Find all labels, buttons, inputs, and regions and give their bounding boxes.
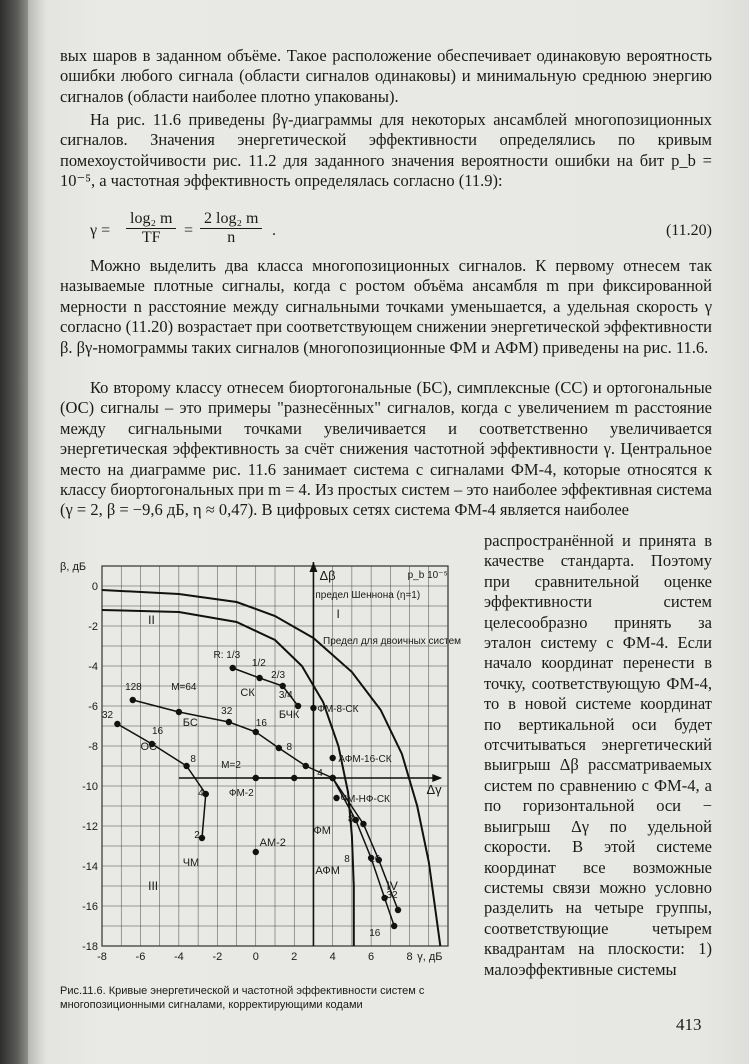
y-tick-label: -16	[82, 901, 98, 913]
annotation-n4b: 4	[317, 768, 323, 779]
fraction-1-numerator: log₂ m	[126, 210, 176, 229]
data-point	[276, 745, 282, 751]
annotation-binary_limit: Предел для двоичных систем	[323, 636, 462, 647]
y-tick-label: -4	[88, 661, 98, 673]
y-tick-label: -10	[82, 781, 98, 793]
annotation-r34: 3/4	[278, 690, 293, 701]
chart-labels	[60, 561, 461, 963]
y-tick-label: -6	[88, 701, 98, 713]
data-point	[253, 775, 259, 781]
annotation-shannon: предел Шеннона (η=1)	[315, 590, 421, 601]
x-tick-label: -2	[212, 951, 223, 963]
data-point	[130, 697, 136, 703]
annotation-r12: 1/2	[251, 658, 266, 669]
data-point	[310, 705, 316, 711]
annotation-ChM: ЧМ	[182, 857, 200, 869]
data-point	[391, 923, 397, 929]
region-label-IV: IV	[386, 879, 398, 893]
data-point	[329, 755, 335, 761]
delta-gamma-label: Δγ	[426, 782, 442, 797]
x-tick-label: 8	[406, 951, 413, 963]
figure-caption: Рис.11.6. Кривые энергетической и частотной эффективности систем с многопозиционными сигналами, корректирующими кодами	[60, 985, 425, 1011]
annotation-ChMNFSK: ЧМ-НФ-СК	[340, 794, 390, 805]
annotation-n16d: 16	[369, 928, 381, 939]
delta-beta-label: Δβ	[319, 568, 336, 583]
region-label-III: III	[148, 879, 159, 893]
annotation-n2a: 2	[194, 830, 200, 841]
x-tick-label: -4	[173, 951, 184, 963]
annotation-OS: ОС	[140, 741, 157, 753]
paragraph-3-text: Можно выделить два класса многопозиционных сигналов. К первому отнесем так называемые плотные сигналы, когда с ростом объёма ансамбля m при фиксированной мерности n расстояние между сигнальными точками уменьшается, а удельная скорость γ согласно (11.20) возрастает при соответствующем снижении энергетической эффективности β. βγ-номограммы таких сигналов (многопозиционные ФМ и АФМ) приведены на рис. 11.6.	[60, 256, 712, 357]
annotation-M64: M=64	[171, 682, 197, 693]
y-tick-label: -12	[82, 821, 98, 833]
annotation-n4a: 4	[198, 788, 204, 799]
paragraph-4-text: Ко второму классу отнесем биортогональные (БС), симплексные (СС) и ортогональные (ОС) сигналы – это примеры "разнесённых" сигналов, когда с увеличением m расстояние между сигнальными точками увеличивается и соответственно увеличивается энергетическая эффективность за счёт снижения частотной эффективности γ. Центральное место на диаграмме рис. 11.6 занимает система с сигналами ФМ-4, которые относятся к классу биортогональных при m = 4. Из простых систем – это наиболее эффективная система (γ = 2, β = −9,6 дБ, η ≈ 0,47). В цифровых сетях система ФМ-4 является наиболее	[60, 378, 712, 520]
data-point	[230, 665, 236, 671]
beta-gamma-diagram	[56, 552, 478, 982]
data-point	[256, 675, 262, 681]
annotation-AFM16SK: АФМ-16-СК	[338, 754, 392, 765]
annotation-AFM: АФМ	[315, 865, 340, 877]
region-label-I: I	[336, 607, 340, 621]
annotation-n128: 128	[125, 682, 142, 693]
data-point	[176, 709, 182, 715]
formula-fraction-2	[200, 210, 262, 247]
delta-gamma-arrow	[432, 774, 442, 782]
y-tick-label: -2	[88, 621, 98, 633]
annotation-n8d: 8	[344, 854, 350, 865]
region-label-II: II	[148, 613, 155, 627]
annotation-n16c: 16	[369, 854, 381, 865]
x-tick-label: 2	[291, 951, 298, 963]
annotation-n16a: 16	[151, 726, 164, 737]
annotation-r23: 2/3	[271, 670, 286, 681]
formula-11-20	[60, 206, 712, 250]
annotation-M2: M=2	[221, 760, 241, 771]
formula-lhs: γ =	[90, 222, 111, 239]
y-tick-label: -18	[82, 941, 98, 953]
formula-fraction-1	[126, 210, 176, 247]
annotation-n32c: 32	[386, 890, 398, 901]
fraction-2-denominator: n	[227, 229, 236, 246]
series-line-0	[117, 724, 205, 838]
annotation-n16b: 16	[255, 718, 267, 729]
equation-number: (11.20)	[665, 222, 712, 239]
x-tick-label: -8	[97, 951, 107, 963]
paragraph-1	[60, 46, 712, 107]
y-tick-label: -14	[82, 861, 98, 873]
x-tick-label: 4	[329, 951, 336, 963]
fraction-1-denominator: TF	[141, 229, 161, 246]
paragraph-1-text: вых шаров в заданном объёме. Такое расположение обеспечивает одинаковую вероятность ошибки любого сигнала (области сигналов одинаковы) и минимальную среднюю энергию сигналов (области наиболее плотно упакованы).	[60, 46, 712, 106]
data-point	[291, 775, 297, 781]
x-tick-label: 6	[368, 951, 375, 963]
annotation-SK: СК	[240, 687, 255, 699]
annotation-n8b: 8	[286, 742, 293, 753]
data-point	[329, 775, 335, 781]
paragraph-2	[60, 110, 712, 192]
data-point	[226, 719, 232, 725]
page-number: 413	[676, 1015, 702, 1034]
annotation-n8c: 8	[348, 814, 354, 825]
right-column-text	[484, 531, 712, 980]
annotation-n8a: 8	[190, 754, 196, 765]
data-point	[114, 721, 120, 727]
annotation-AM2: АМ-2	[259, 837, 286, 849]
formula-period: .	[272, 222, 276, 239]
data-point	[360, 821, 366, 827]
binding-shadow	[0, 0, 28, 1064]
formula-equals: =	[184, 222, 194, 239]
right-column-paragraph: распространённой и принята в качестве стандарта. Поэтому при сравнительной оценке эффективности систем целесообразно принять за эталон систему с ФМ-4. Если начало координат перенести в точку, соответствующую ФМ-4, то в новой системе координат по вертикальной оси будет отсчитываться энергетический выигрыш Δβ рассматриваемых систем по сравнению с ФМ-4, а по горизонтальной оси − выигрыш Δγ по удельной скорости. В этой системе координат все возможные системы связи можно условно разделить на четыре группы, соответствующие четырем квадрантам на плоскости: 1) малоэффективные системы	[484, 531, 712, 979]
annotation-R: R: 1/3	[213, 650, 241, 661]
paragraph-2-text: На рис. 11.6 приведены βγ-диаграммы для некоторых ансамблей многопозиционных сигналов. Значения энергетической эффективности определялись по кривым помехоустойчивости рис. 11.2 для заданного значения вероятности ошибки на бит p_b = 10⁻⁵, а частотная эффективность определялась согласно (11.9):	[60, 110, 712, 191]
annotation-n32b: 32	[221, 706, 233, 717]
y-axis-label: β, дБ	[60, 561, 87, 573]
data-point	[279, 683, 285, 689]
annotation-FM8SK: ФМ-8-СК	[317, 704, 359, 715]
annotation-n32a: 32	[102, 710, 114, 721]
x-tick-label: 0	[252, 951, 259, 963]
paragraph-3	[60, 256, 712, 358]
annotation-BS: БС	[182, 717, 198, 729]
data-point	[253, 849, 259, 855]
annotation-FM2: ФМ-2	[228, 788, 254, 799]
pb-label: p_b 10⁻⁵	[407, 570, 448, 581]
data-point	[183, 763, 189, 769]
data-point	[333, 795, 339, 801]
data-point	[253, 729, 259, 735]
x-axis-label: γ, дБ	[417, 951, 443, 963]
delta-beta-arrow	[309, 562, 317, 572]
y-tick-label: -8	[88, 741, 98, 753]
fraction-2-numerator: 2 log₂ m	[200, 210, 262, 229]
annotation-BChK: БЧК	[278, 709, 300, 721]
y-tick-label: 0	[91, 581, 98, 593]
data-point	[303, 763, 309, 769]
x-tick-label: -6	[135, 951, 146, 963]
paragraph-4	[60, 378, 712, 521]
data-point	[395, 907, 401, 913]
annotation-FM: ФМ	[313, 825, 331, 837]
